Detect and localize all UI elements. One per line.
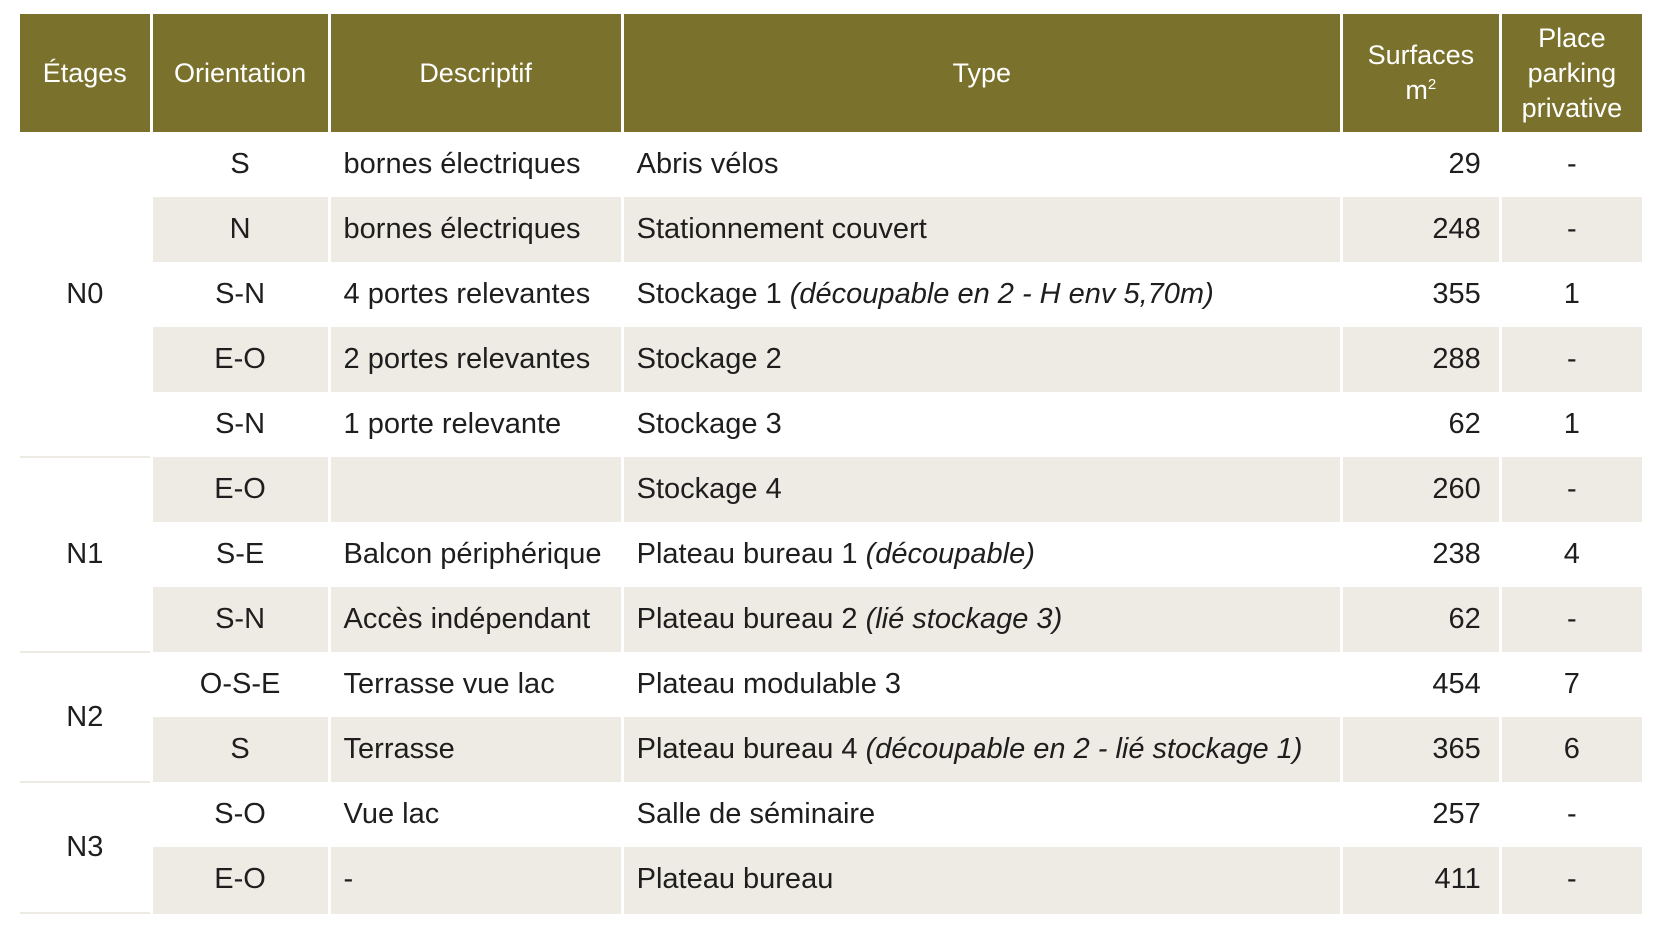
table-row: [20, 392, 1642, 457]
descriptif-cell: -: [329, 847, 622, 913]
header-parking: [1500, 14, 1642, 132]
orientation-cell: E-O: [151, 327, 329, 392]
table-row: [20, 262, 1642, 327]
type-cell: [622, 197, 1341, 262]
type-note: (découpable): [865, 538, 1035, 570]
header-orientation: Orientation: [151, 14, 329, 132]
type-note: (découpable en 2 - lié stockage 1): [865, 733, 1303, 765]
surface-cell: 288: [1341, 327, 1500, 392]
header-parking-line1: Place: [1538, 22, 1606, 53]
orientation-cell: S-N: [151, 587, 329, 652]
floor-cell: N1: [20, 457, 151, 652]
surface-cell: 62: [1341, 392, 1500, 457]
type-cell: [622, 587, 1341, 652]
orientation-cell: E-O: [151, 457, 329, 522]
parking-cell: 7: [1500, 652, 1642, 717]
table-row: [20, 782, 1642, 847]
descriptif-cell: [329, 457, 622, 522]
type-name: Plateau modulable 3: [636, 668, 902, 700]
table-row: [20, 457, 1642, 522]
orientation-cell: N: [151, 197, 329, 262]
type-cell: [622, 392, 1341, 457]
table-row: [20, 587, 1642, 652]
header-surfaces-exponent: 2: [1427, 76, 1437, 93]
descriptif-cell: Vue lac: [329, 782, 622, 847]
parking-cell: 4: [1500, 522, 1642, 587]
type-cell: [622, 847, 1341, 913]
descriptif-cell: 4 portes relevantes: [329, 262, 622, 327]
parking-cell: -: [1500, 587, 1642, 652]
type-name: Stockage 1: [636, 278, 790, 310]
type-name: Stockage 3: [636, 408, 782, 440]
type-name: Stockage 2: [636, 343, 782, 375]
floor-cell: N3: [20, 782, 151, 913]
table-row: [20, 652, 1642, 717]
parking-cell: -: [1500, 847, 1642, 913]
parking-cell: -: [1500, 132, 1642, 197]
parking-cell: 6: [1500, 717, 1642, 782]
type-cell: [622, 522, 1341, 587]
table-body: [20, 132, 1642, 913]
orientation-cell: S: [151, 132, 329, 197]
type-name: Stockage 4: [636, 473, 782, 505]
orientation-cell: O-S-E: [151, 652, 329, 717]
surface-cell: 62: [1341, 587, 1500, 652]
type-note: (découpable en 2 - H env 5,70m): [789, 278, 1214, 310]
type-cell: [622, 457, 1341, 522]
descriptif-cell: Terrasse: [329, 717, 622, 782]
surface-cell: 365: [1341, 717, 1500, 782]
type-cell: [622, 262, 1341, 327]
table-row: [20, 132, 1642, 197]
type-name: Plateau bureau 2: [636, 603, 866, 635]
header-descriptif: Descriptif: [329, 14, 622, 132]
type-name: Plateau bureau: [636, 863, 834, 895]
table-row: [20, 197, 1642, 262]
parking-cell: 1: [1500, 262, 1642, 327]
header-parking-line3: privative: [1521, 92, 1623, 123]
descriptif-cell: Terrasse vue lac: [329, 652, 622, 717]
descriptif-cell: 1 porte relevante: [329, 392, 622, 457]
parking-cell: -: [1500, 327, 1642, 392]
orientation-cell: S: [151, 717, 329, 782]
header-row: [20, 14, 1642, 132]
floor-cell: N2: [20, 652, 151, 782]
descriptif-cell: Accès indépendant: [329, 587, 622, 652]
orientation-cell: S-O: [151, 782, 329, 847]
descriptif-cell: bornes électriques: [329, 197, 622, 262]
table-row: [20, 717, 1642, 782]
table-row: [20, 327, 1642, 392]
parking-cell: 1: [1500, 392, 1642, 457]
surface-cell: 355: [1341, 262, 1500, 327]
surface-cell: 29: [1341, 132, 1500, 197]
surface-cell: 454: [1341, 652, 1500, 717]
type-name: Abris vélos: [636, 148, 779, 180]
header-etages: Étages: [20, 14, 151, 132]
table-row: [20, 522, 1642, 587]
descriptif-cell: bornes électriques: [329, 132, 622, 197]
surface-cell: 257: [1341, 782, 1500, 847]
orientation-cell: S-N: [151, 392, 329, 457]
floor-cell: N0: [20, 132, 151, 457]
descriptif-cell: Balcon périphérique: [329, 522, 622, 587]
header-surfaces-unit: m: [1405, 75, 1428, 105]
header-surfaces: [1341, 14, 1500, 132]
parking-cell: -: [1500, 457, 1642, 522]
descriptif-cell: 2 portes relevantes: [329, 327, 622, 392]
header-type: Type: [622, 14, 1341, 132]
type-cell: [622, 652, 1341, 717]
type-note: (lié stockage 3): [865, 603, 1063, 635]
surface-cell: 260: [1341, 457, 1500, 522]
type-name: Plateau bureau 4: [636, 733, 866, 765]
table-row: [20, 847, 1642, 913]
type-name: Plateau bureau 1: [636, 538, 866, 570]
surface-cell: 238: [1341, 522, 1500, 587]
type-cell: [622, 327, 1341, 392]
orientation-cell: S-N: [151, 262, 329, 327]
type-cell: [622, 132, 1341, 197]
table-header: [20, 14, 1642, 132]
type-cell: [622, 717, 1341, 782]
orientation-cell: S-E: [151, 522, 329, 587]
orientation-cell: E-O: [151, 847, 329, 913]
type-name: Salle de séminaire: [636, 798, 876, 830]
type-cell: [622, 782, 1341, 847]
header-parking-line2: parking: [1527, 57, 1617, 88]
parking-cell: -: [1500, 782, 1642, 847]
surface-cell: 411: [1341, 847, 1500, 913]
header-surfaces-label: Surfaces: [1367, 40, 1475, 70]
surface-cell: 248: [1341, 197, 1500, 262]
type-name: Stationnement couvert: [636, 213, 927, 245]
parking-cell: -: [1500, 197, 1642, 262]
surfaces-table: [20, 14, 1642, 914]
